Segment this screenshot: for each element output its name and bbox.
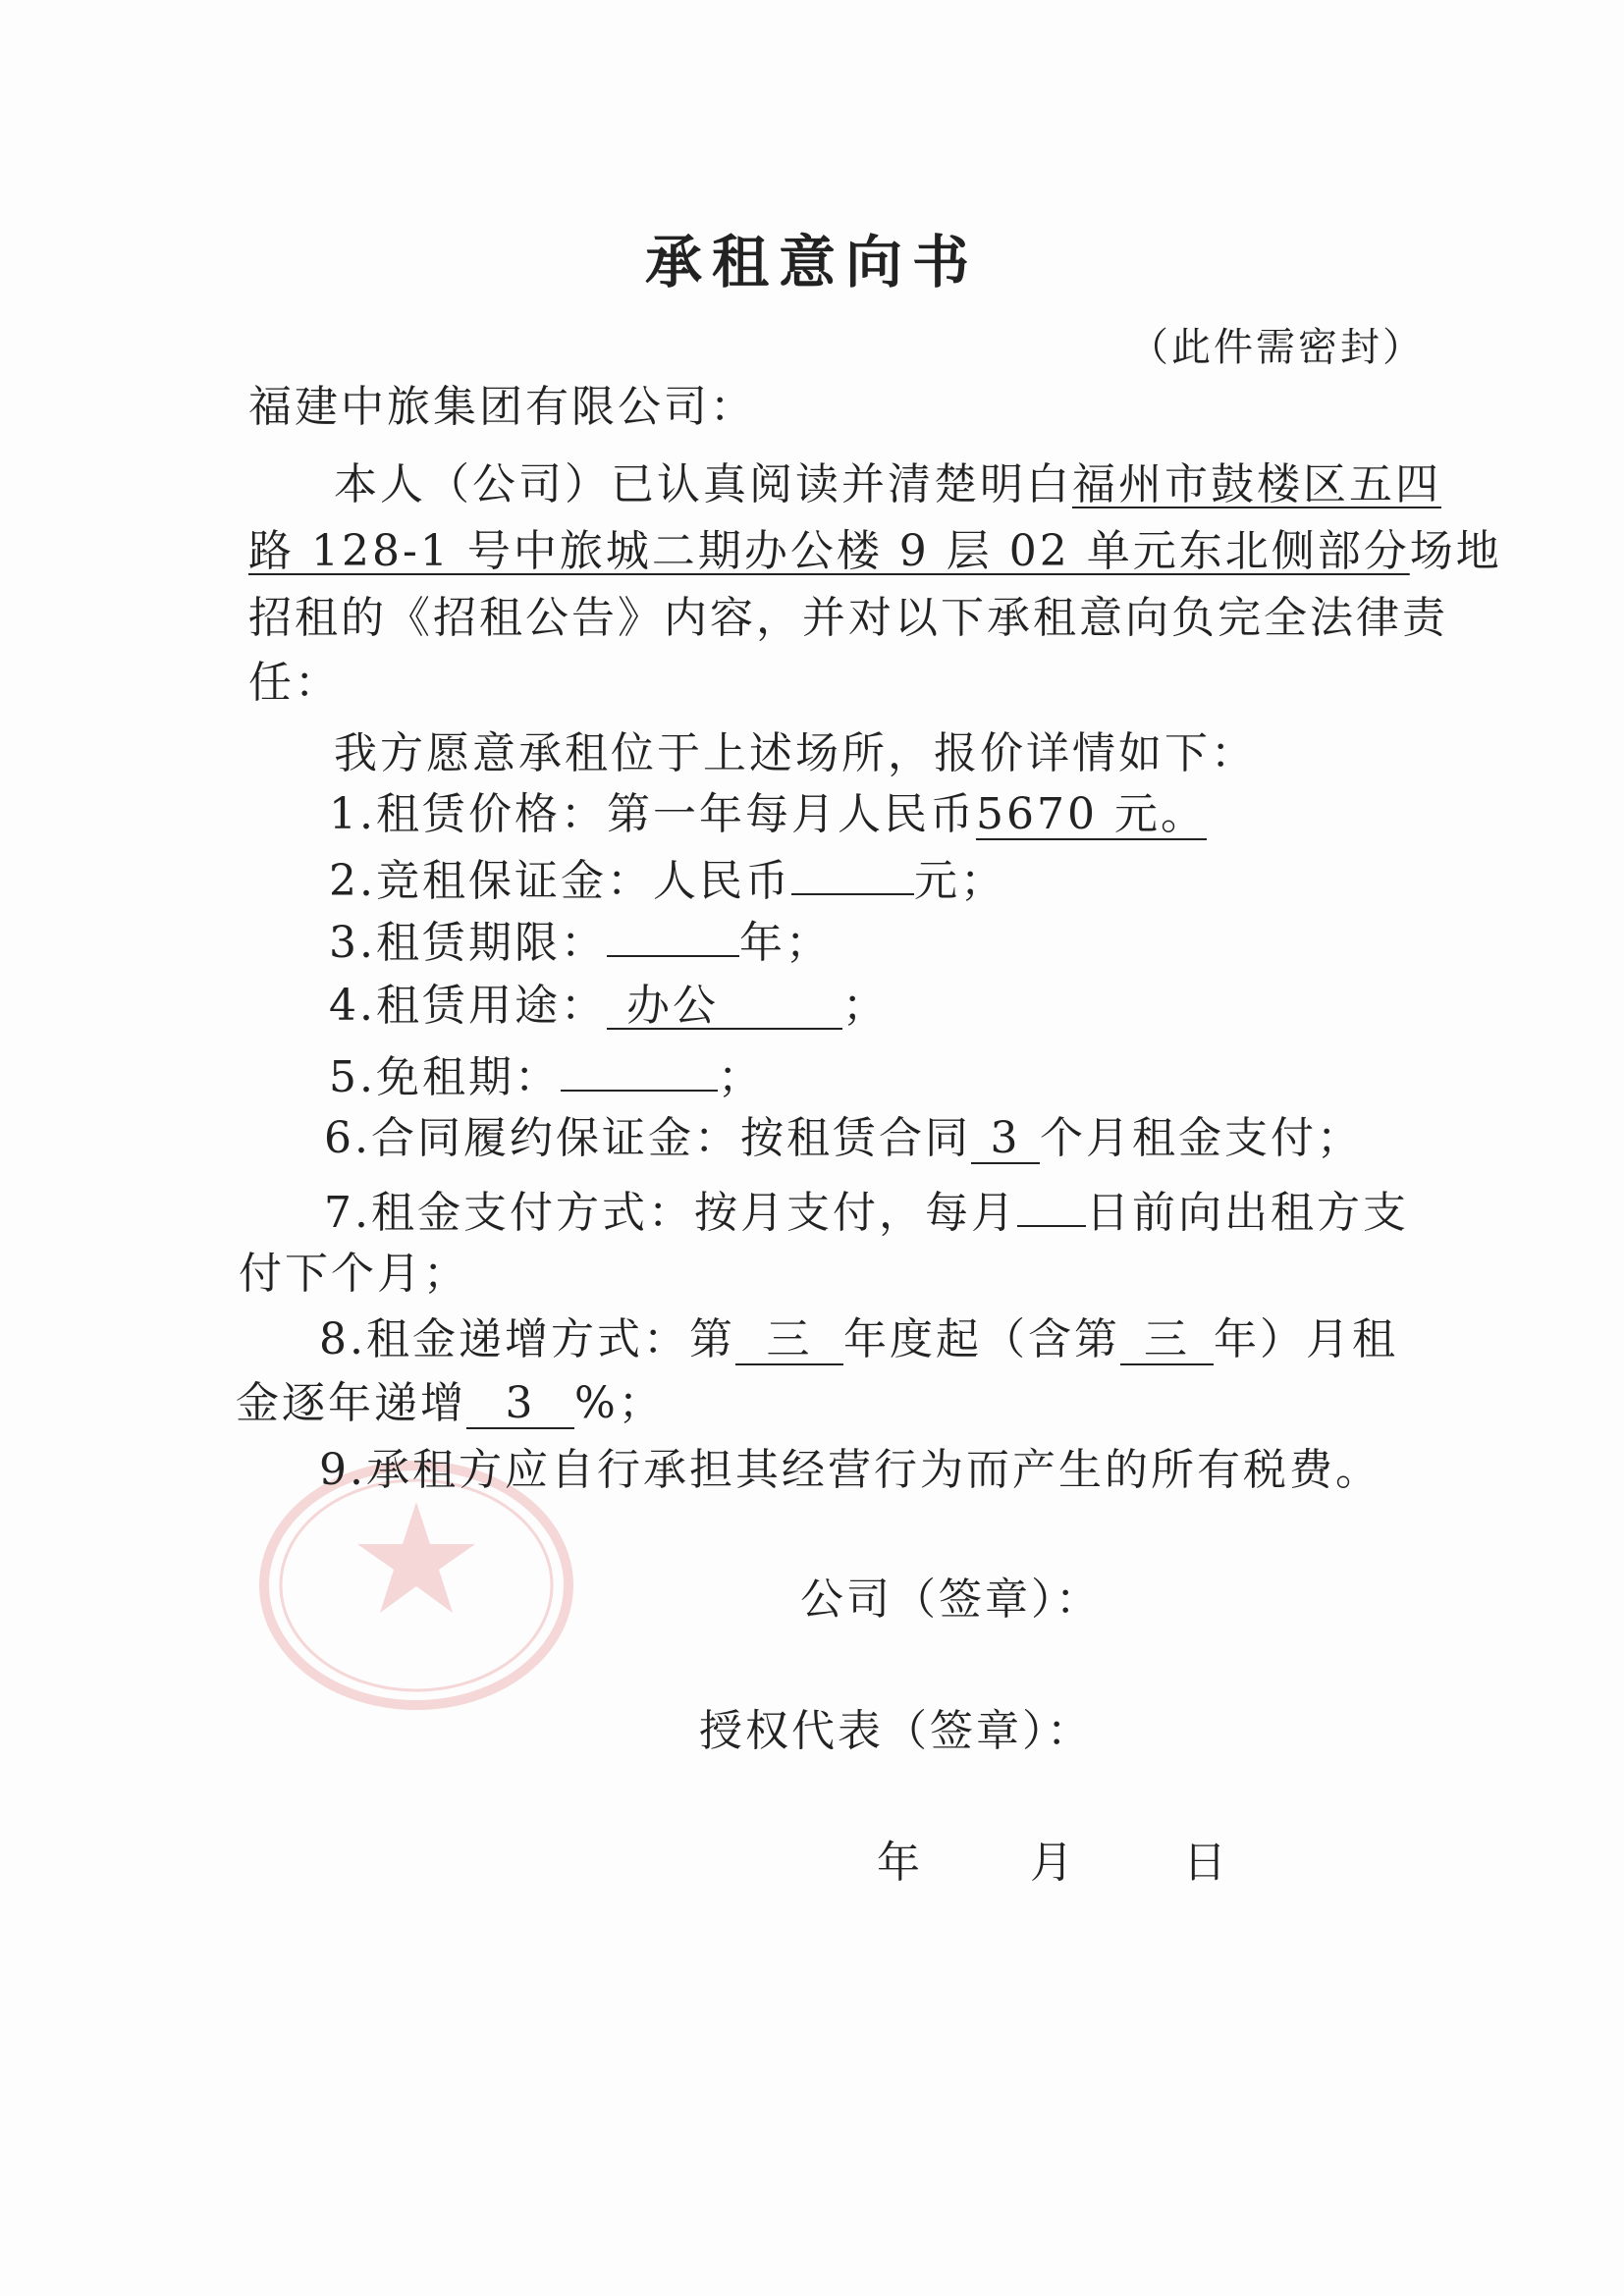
item-8-increase-rate: 3 [466, 1380, 574, 1429]
item-7-label: 7.租金支付方式：按月支付，每月 [324, 1188, 1017, 1238]
item-1-label: 1.租赁价格：第一年每月人民币 [329, 789, 976, 839]
item-4-label: 4.租赁用途： [329, 981, 607, 1031]
addressee: 福建中旅集团有限公司： [248, 382, 756, 432]
item-7-suffix: 日前向出租方支 [1085, 1188, 1409, 1238]
item-8-included-year: 三 [1120, 1316, 1214, 1365]
item-8-start-year: 三 [735, 1316, 843, 1365]
item-8-line-2-prefix: 金逐年递增 [236, 1378, 466, 1428]
item-5 [329, 1042, 764, 1107]
item-4-suffix: ； [841, 981, 889, 1031]
item-2-suffix: 元； [913, 856, 1006, 906]
item-7-value [1017, 1178, 1086, 1227]
intro-suffix: 场地 [1409, 526, 1502, 576]
item-9: 9.承租方应自行承担其经营行为而产生的所有税费。 [319, 1445, 1381, 1495]
intro-line-1 [334, 455, 1441, 514]
intro-line-4: 任： [248, 658, 341, 708]
item-6-value: 3 [971, 1115, 1040, 1164]
item-2 [329, 846, 1006, 911]
item-2-label: 2.竞租保证金：人民币 [329, 856, 791, 906]
seal-note: （此件需密封） [1129, 325, 1425, 370]
offer-intro: 我方愿意承租位于上述场所，报价详情如下： [334, 728, 1257, 778]
item-3-value [607, 908, 739, 957]
item-8-mid-1: 年度起（含第 [842, 1314, 1120, 1364]
item-8-label: 8.租金递增方式：第 [319, 1314, 735, 1364]
item-3-suffix: 年； [738, 918, 832, 968]
item-7 [324, 1178, 1409, 1243]
intro-line-2 [248, 522, 1502, 581]
intro-line-3: 招租的《招租公告》内容，并对以下承租意向负完全法律责 [248, 593, 1448, 643]
item-1 [329, 785, 1207, 844]
item-8-line-2-suffix: %； [574, 1378, 665, 1428]
item-2-value [791, 846, 914, 895]
intro-prefix: 本人（公司）已认真阅读并清楚明白 [334, 459, 1072, 509]
company-signature-label: 公司（签章）： [800, 1575, 1102, 1625]
item-8 [319, 1310, 1398, 1369]
item-4 [329, 977, 889, 1036]
signature-date: 年 月 日 [877, 1838, 1234, 1888]
item-6 [324, 1109, 1363, 1168]
item-3-label: 3.租赁期限： [329, 918, 607, 968]
representative-signature-label: 授权代表（签章）： [699, 1706, 1093, 1756]
item-1-value: 5670 元。 [975, 789, 1207, 839]
item-6-label: 6.合同履约保证金：按租赁合同 [324, 1113, 971, 1163]
item-6-suffix: 个月租金支付； [1039, 1113, 1363, 1163]
item-5-value [561, 1042, 718, 1092]
item-4-value: 办公 [607, 983, 842, 1030]
property-location-part2: 路 128-1 号中旅城二期办公楼 9 层 02 单元东北侧部分 [248, 526, 1410, 576]
item-5-label: 5.免租期： [329, 1052, 561, 1102]
item-3 [329, 908, 832, 973]
item-8-line-2 [236, 1374, 665, 1433]
item-7-line-2: 付下个月； [239, 1249, 469, 1299]
item-8-mid-2: 年）月租 [1213, 1314, 1398, 1364]
item-5-suffix: ； [717, 1052, 764, 1102]
property-location-part1: 福州市鼓楼区五四 [1072, 459, 1441, 509]
document-title: 承租意向书 [644, 229, 979, 295]
